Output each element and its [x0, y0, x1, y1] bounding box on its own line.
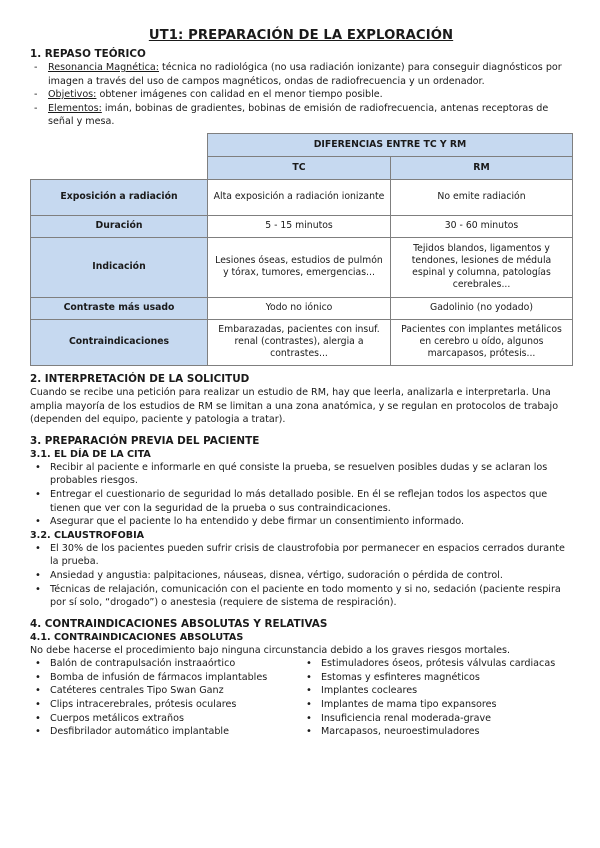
table-row [31, 215, 573, 237]
contraindications-columns [30, 657, 572, 739]
cell-tc: Lesiones óseas, estudios de pulmón y tórax, tumores, emergencias... [208, 237, 391, 297]
list-item: • Marcapasos, neuroestimuladores [301, 725, 572, 739]
section-4-heading: 4. CONTRAINDICACIONES ABSOLUTAS Y RELATIVAS [30, 617, 328, 630]
contraindications-right-list [301, 657, 572, 739]
list-item: • Implantes de mama tipo expansores [301, 698, 572, 712]
section-2-paragraph: Cuando se recibe una petición para realizar un estudio de RM, hay que leerla, analizarla e interpretarla. Una amplia mayoría de los estudios de RM se limitan a una zona anatómica, y se regulan en protocolos de trabajo (dependen del equipo, paciente y patologia a tratar). [30, 386, 559, 426]
column-header-tc: TC [208, 156, 391, 179]
list-item: • Asegurar que el paciente lo ha entendido y debe firmar un consentimiento informado. [30, 515, 572, 529]
subsection-4-1-heading: 4.1. CONTRAINDICACIONES ABSOLUTAS [30, 631, 244, 643]
row-header: Contraste más usado [31, 297, 208, 319]
list-item: • Clips intracerebrales, prótesis oculares [30, 698, 301, 712]
subsection-4-1-intro: No debe hacerse el procedimiento bajo ninguna circunstancia debido a los graves riesgos mortales. [30, 644, 511, 656]
list-item: • Cuerpos metálicos extraños [30, 712, 301, 726]
list-item: • Entregar el cuestionario de seguridad lo más detallado posible. En él se reflejan todos los aspectos que tienen que ver con la seguridad de la prueba o sus contraindicaciones. [30, 488, 572, 515]
cell-tc: Embarazadas, pacientes con insuf. renal (contrastes), alergia a contrastes... [208, 319, 391, 365]
cell-tc: Alta exposición a radiación ionizante [208, 179, 391, 215]
section-2-heading: 2. INTERPRETACIÓN DE LA SOLICITUD [30, 372, 250, 385]
subsection-3-1-list [30, 461, 572, 529]
list-item: • Implantes cocleares [301, 684, 572, 698]
row-header: Duración [31, 215, 208, 237]
contraindications-left-list [30, 657, 301, 739]
cell-rm: 30 - 60 minutos [391, 215, 573, 237]
section-1-list [30, 61, 572, 129]
list-item: • Bomba de infusión de fármacos implantables [30, 671, 301, 685]
list-item: • Catéteres centrales Tipo Swan Ganz [30, 684, 301, 698]
table-title: DIFERENCIAS ENTRE TC Y RM [208, 133, 573, 156]
list-item [30, 61, 572, 88]
list-item: • Recibir al paciente e informarle en qué consiste la prueba, se resuelven posibles dudas y se aclaran los probables riesgos. [30, 461, 572, 488]
table-row [31, 297, 573, 319]
definition: obtener imágenes con calidad en el menor tiempo posible. [96, 89, 383, 101]
cell-tc: 5 - 15 minutos [208, 215, 391, 237]
list-item: • Técnicas de relajación, comunicación con el paciente en todo momento y si no, sedación (paciente respira por sí solo, “drogado”) o anestesia (requiere de sistema de respiración). [30, 583, 572, 610]
list-item [30, 102, 572, 129]
table-row [31, 237, 573, 297]
table-row [31, 179, 573, 215]
term: Objetivos: [48, 89, 97, 101]
term: Elementos: [48, 102, 102, 114]
row-header: Indicación [31, 237, 208, 297]
list-item: • Ansiedad y angustia: palpitaciones, náuseas, disnea, vértigo, sudoración o pérdida de control. [30, 569, 572, 583]
subsection-3-2-heading: 3.2. CLAUSTROFOBIA [30, 529, 145, 541]
cell-rm: No emite radiación [391, 179, 573, 215]
list-item: • El 30% de los pacientes pueden sufrir crisis de claustrofobia por permanecer en espacios cerrados durante la prueba. [30, 542, 572, 569]
list-item: • Estimuladores óseos, prótesis válvulas cardiacas [301, 657, 572, 671]
page-title: UT1: PREPARACIÓN DE LA EXPLORACIÓN [148, 28, 454, 43]
cell-rm: Pacientes con implantes metálicos en cerebro u oído, algunos marcapasos, prótesis... [391, 319, 573, 365]
table-row [31, 319, 573, 365]
subsection-3-2-list [30, 542, 572, 610]
subsection-3-1-heading: 3.1. EL DÍA DE LA CITA [30, 448, 151, 460]
section-3-heading: 3. PREPARACIÓN PREVIA DEL PACIENTE [30, 434, 260, 447]
comparison-table [30, 133, 573, 366]
row-header: Exposición a radiación [31, 179, 208, 215]
section-1-heading: 1. REPASO TEÓRICO [30, 48, 146, 60]
column-header-rm: RM [391, 156, 573, 179]
list-item [30, 88, 572, 102]
table-corner [31, 133, 208, 156]
definition: técnica no radiológica (no usa radiación ionizante) para conseguir diagnósticos por imagen a través del uso de campos magnéticos, ondas de radiofrecuencia y un ordenador. [48, 62, 562, 87]
cell-rm: Tejidos blandos, ligamentos y tendones, lesiones de médula espinal y columna, patologías cerebrales... [391, 237, 573, 297]
row-header: Contraindicaciones [31, 319, 208, 365]
list-item: • Balón de contrapulsación instraaórtico [30, 657, 301, 671]
term: Resonancia Magnética: [48, 62, 159, 73]
table-corner [31, 156, 208, 179]
cell-tc: Yodo no iónico [208, 297, 391, 319]
document-page [30, 28, 572, 739]
list-item: • Insuficiencia renal moderada-grave [301, 712, 572, 726]
definition: imán, bobinas de gradientes, bobinas de emisión de radiofrecuencia, antenas receptoras de señal y mesa. [48, 102, 549, 128]
list-item: • Estomas y esfinteres magnéticos [301, 671, 572, 685]
cell-rm: Gadolinio (no yodado) [391, 297, 573, 319]
list-item: • Desfibrilador automático implantable [30, 725, 301, 739]
